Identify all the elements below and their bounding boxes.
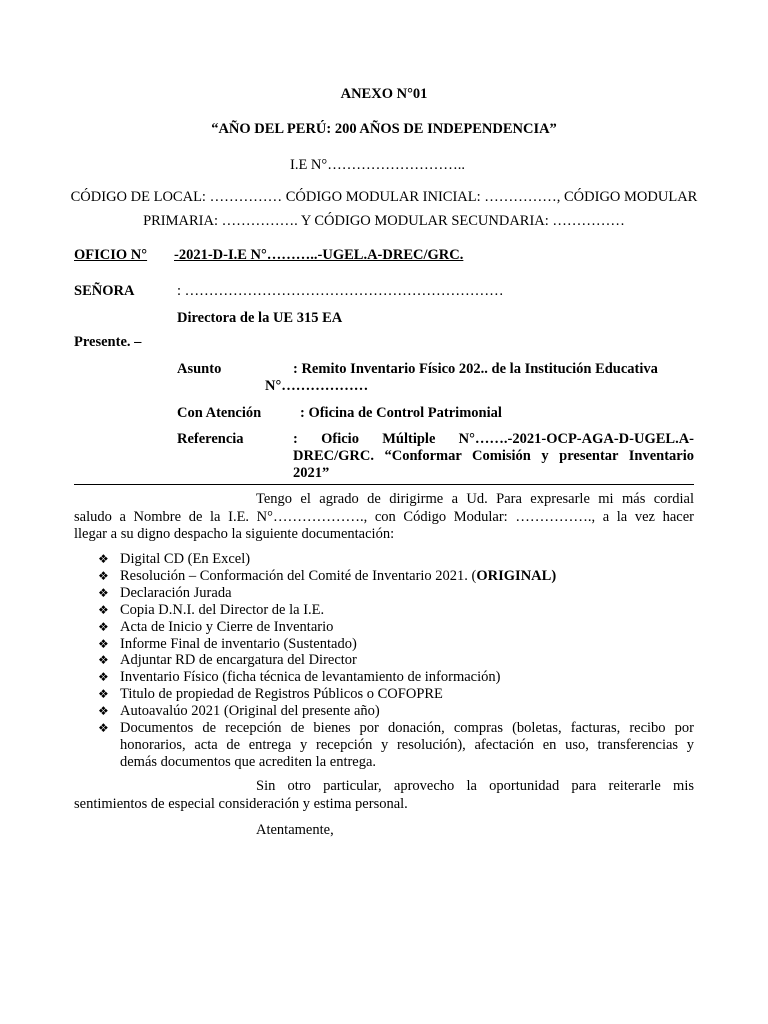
oficio-number: -2021-D-I.E N°………..-UGEL.A-DREC/GRC. bbox=[174, 247, 464, 263]
annex-title: ANEXO N°01 bbox=[340, 86, 428, 102]
codes-line-2: PRIMARIA: ……………. Y CÓDIGO MODULAR SECUNDARIA: …………… bbox=[143, 213, 625, 229]
list-item: ❖ Copia D.N.I. del Director de la I.E. bbox=[98, 601, 325, 618]
bullet-icon: ❖ bbox=[98, 704, 109, 719]
asunto-label: Asunto bbox=[177, 361, 222, 377]
documents-list bbox=[98, 551, 694, 771]
signoff: Atentamente, bbox=[256, 822, 334, 838]
list-item: ❖ Acta de Inicio y Cierre de Inventario bbox=[98, 618, 334, 635]
intro-paragraph bbox=[74, 491, 694, 544]
intro-line-1: Tengo el agrado de dirigirme a Ud. Para expresarle mi más cordial bbox=[256, 491, 694, 507]
list-item: ❖ Autoavalúo 2021 (Original del presente año) bbox=[98, 703, 380, 720]
separator-line bbox=[74, 484, 694, 485]
list-item: ❖ Titulo de propiedad de Registros Públicos o COFOPRE bbox=[98, 686, 443, 703]
bullet-icon: ❖ bbox=[98, 687, 109, 702]
addressee-value: : ………………………………………………………… bbox=[177, 283, 504, 299]
bullet-icon: ❖ bbox=[98, 653, 109, 668]
bullet-icon: ❖ bbox=[98, 552, 109, 566]
list-item: ❖ Adjuntar RD de encargatura del Director bbox=[98, 652, 357, 669]
ie-number: I.E N°……………………….. bbox=[290, 157, 465, 173]
addressee-title: Directora de la UE 315 EA bbox=[177, 310, 343, 326]
presente-label: Presente. – bbox=[74, 334, 142, 350]
bullet-icon: ❖ bbox=[98, 619, 109, 634]
list-item: ❖ Declaración Jurada bbox=[98, 584, 232, 601]
asunto-line-2: N°……………… bbox=[265, 378, 369, 394]
bullet-icon: ❖ bbox=[98, 670, 109, 685]
list-item: ❖ Documentos de recepción de bienes por donación, compras (boletas, facturas, recibo por honorarios, acta de entrega y recepción y resolución), afectación en uso, transferencias y demás documentos que acrediten la entrega. bbox=[98, 720, 694, 770]
list-item: ❖ Resolución – Conformación del Comité de Inventario 2021. (ORIGINAL) bbox=[98, 567, 557, 584]
oficio-label: OFICIO N° bbox=[74, 247, 148, 263]
referencia-line-3: 2021” bbox=[293, 465, 330, 481]
bullet-icon: ❖ bbox=[98, 568, 109, 583]
codes-line-1: CÓDIGO DE LOCAL: …………… CÓDIGO MODULAR INICIAL: ……………, CÓDIGO MODULAR bbox=[70, 189, 698, 205]
closing-line-1: Sin otro particular, aprovecho la oportunidad para reiterarle mis bbox=[256, 778, 694, 794]
intro-line-3: llegar a su digno despacho la siguiente documentación: bbox=[74, 526, 395, 542]
bullet-icon: ❖ bbox=[98, 636, 109, 651]
bullet-icon: ❖ bbox=[98, 585, 109, 600]
year-motto: “AÑO DEL PERÚ: 200 AÑOS DE INDEPENDENCIA” bbox=[211, 121, 557, 137]
referencia-line-1: : Oficio Múltiple N°…….-2021-OCP-AGA-D-UGEL.A- bbox=[293, 431, 694, 447]
intro-line-2: saludo a Nombre de la I.E. N°………………., con Código Modular: ……………., a la vez hacer bbox=[74, 508, 694, 525]
referencia-line-2: DREC/GRC. “Conformar Comisión y presentar Inventario bbox=[293, 448, 694, 464]
referencia-label: Referencia bbox=[177, 431, 244, 447]
bullet-icon: ❖ bbox=[98, 602, 109, 617]
closing-paragraph bbox=[74, 778, 694, 813]
list-item: ❖ Digital CD (En Excel) bbox=[98, 551, 251, 567]
closing-line-2: sentimientos de especial consideración y estima personal. bbox=[74, 795, 408, 812]
addressee-label: SEÑORA bbox=[74, 283, 135, 299]
atencion-value: : Oficina de Control Patrimonial bbox=[300, 405, 502, 421]
list-item: ❖ Informe Final de inventario (Sustentado) bbox=[98, 635, 357, 652]
asunto-value bbox=[293, 361, 694, 378]
bullet-icon: ❖ bbox=[98, 721, 109, 736]
list-item: ❖ Inventario Físico (ficha técnica de levantamiento de información) bbox=[98, 669, 501, 686]
asunto-line-1: : Remito Inventario Físico 202.. de la Institución Educativa bbox=[293, 361, 658, 377]
referencia-value bbox=[293, 431, 694, 482]
atencion-label: Con Atención bbox=[177, 405, 262, 421]
